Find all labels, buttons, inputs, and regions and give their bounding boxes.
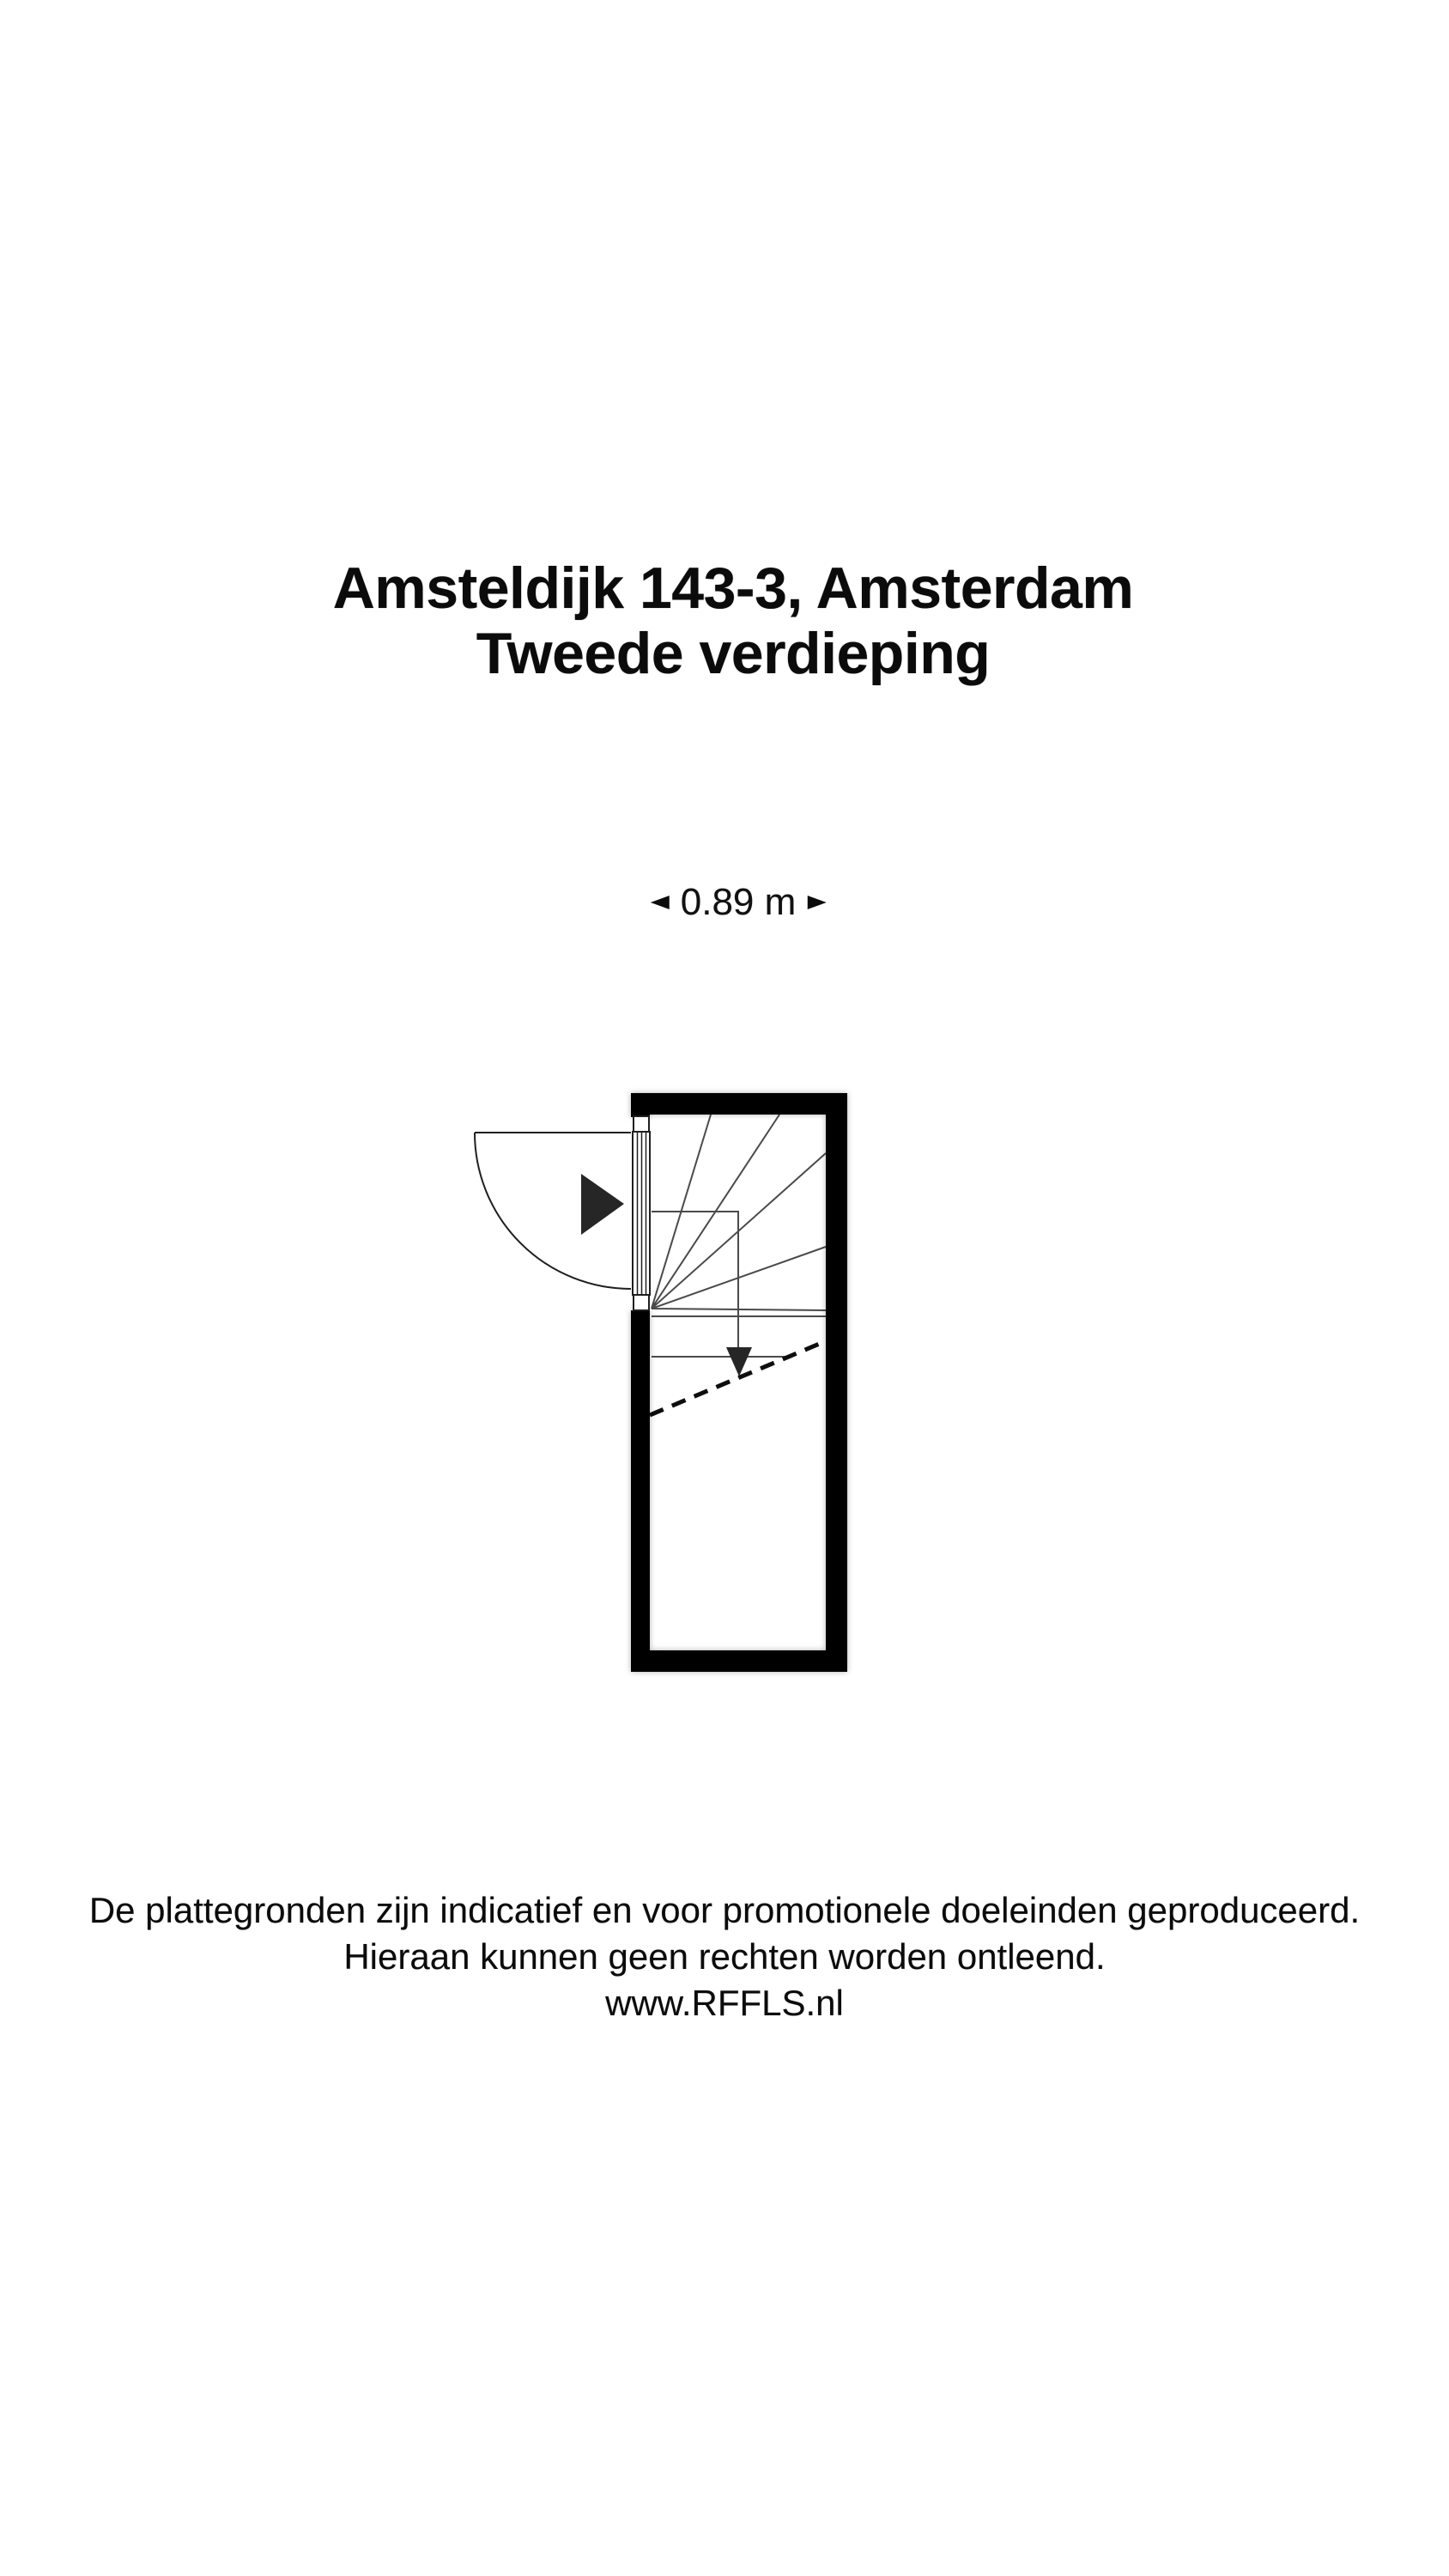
title-address: Amsteldijk 143-3, Amsterdam: [332, 556, 1134, 621]
door-jamb-top: [634, 1116, 649, 1132]
title-floor: Tweede verdieping: [476, 621, 991, 686]
floorplan-drawing: [429, 1056, 876, 1692]
stairwell-floor: [650, 1115, 826, 1650]
disclaimer-line-1: De plattegronden zijn indicatief en voor promotionele doeleinden geproduceerd.: [88, 1890, 1361, 1930]
disclaimer: [0, 1887, 1449, 2026]
wall-right: [826, 1093, 847, 1672]
wall-bottom: [631, 1650, 847, 1672]
wall-left-lower: [631, 1310, 650, 1672]
page-title: [17, 556, 1449, 686]
disclaimer-website: www.RFFLS.nl: [605, 1983, 844, 2023]
arrow-right-icon: [807, 896, 826, 909]
width-dimension: [651, 882, 827, 923]
entrance-arrow-icon: [581, 1174, 624, 1235]
wall-top: [631, 1093, 847, 1115]
disclaimer-line-2: Hieraan kunnen geen rechten worden ontleend.: [343, 1936, 1106, 1977]
door-jamb-bottom: [634, 1295, 649, 1310]
entrance-door: [475, 1116, 650, 1310]
dimension-value: 0.89 m: [680, 881, 797, 923]
wall-left-top-stub: [631, 1093, 650, 1117]
arrow-left-icon: [651, 896, 670, 909]
